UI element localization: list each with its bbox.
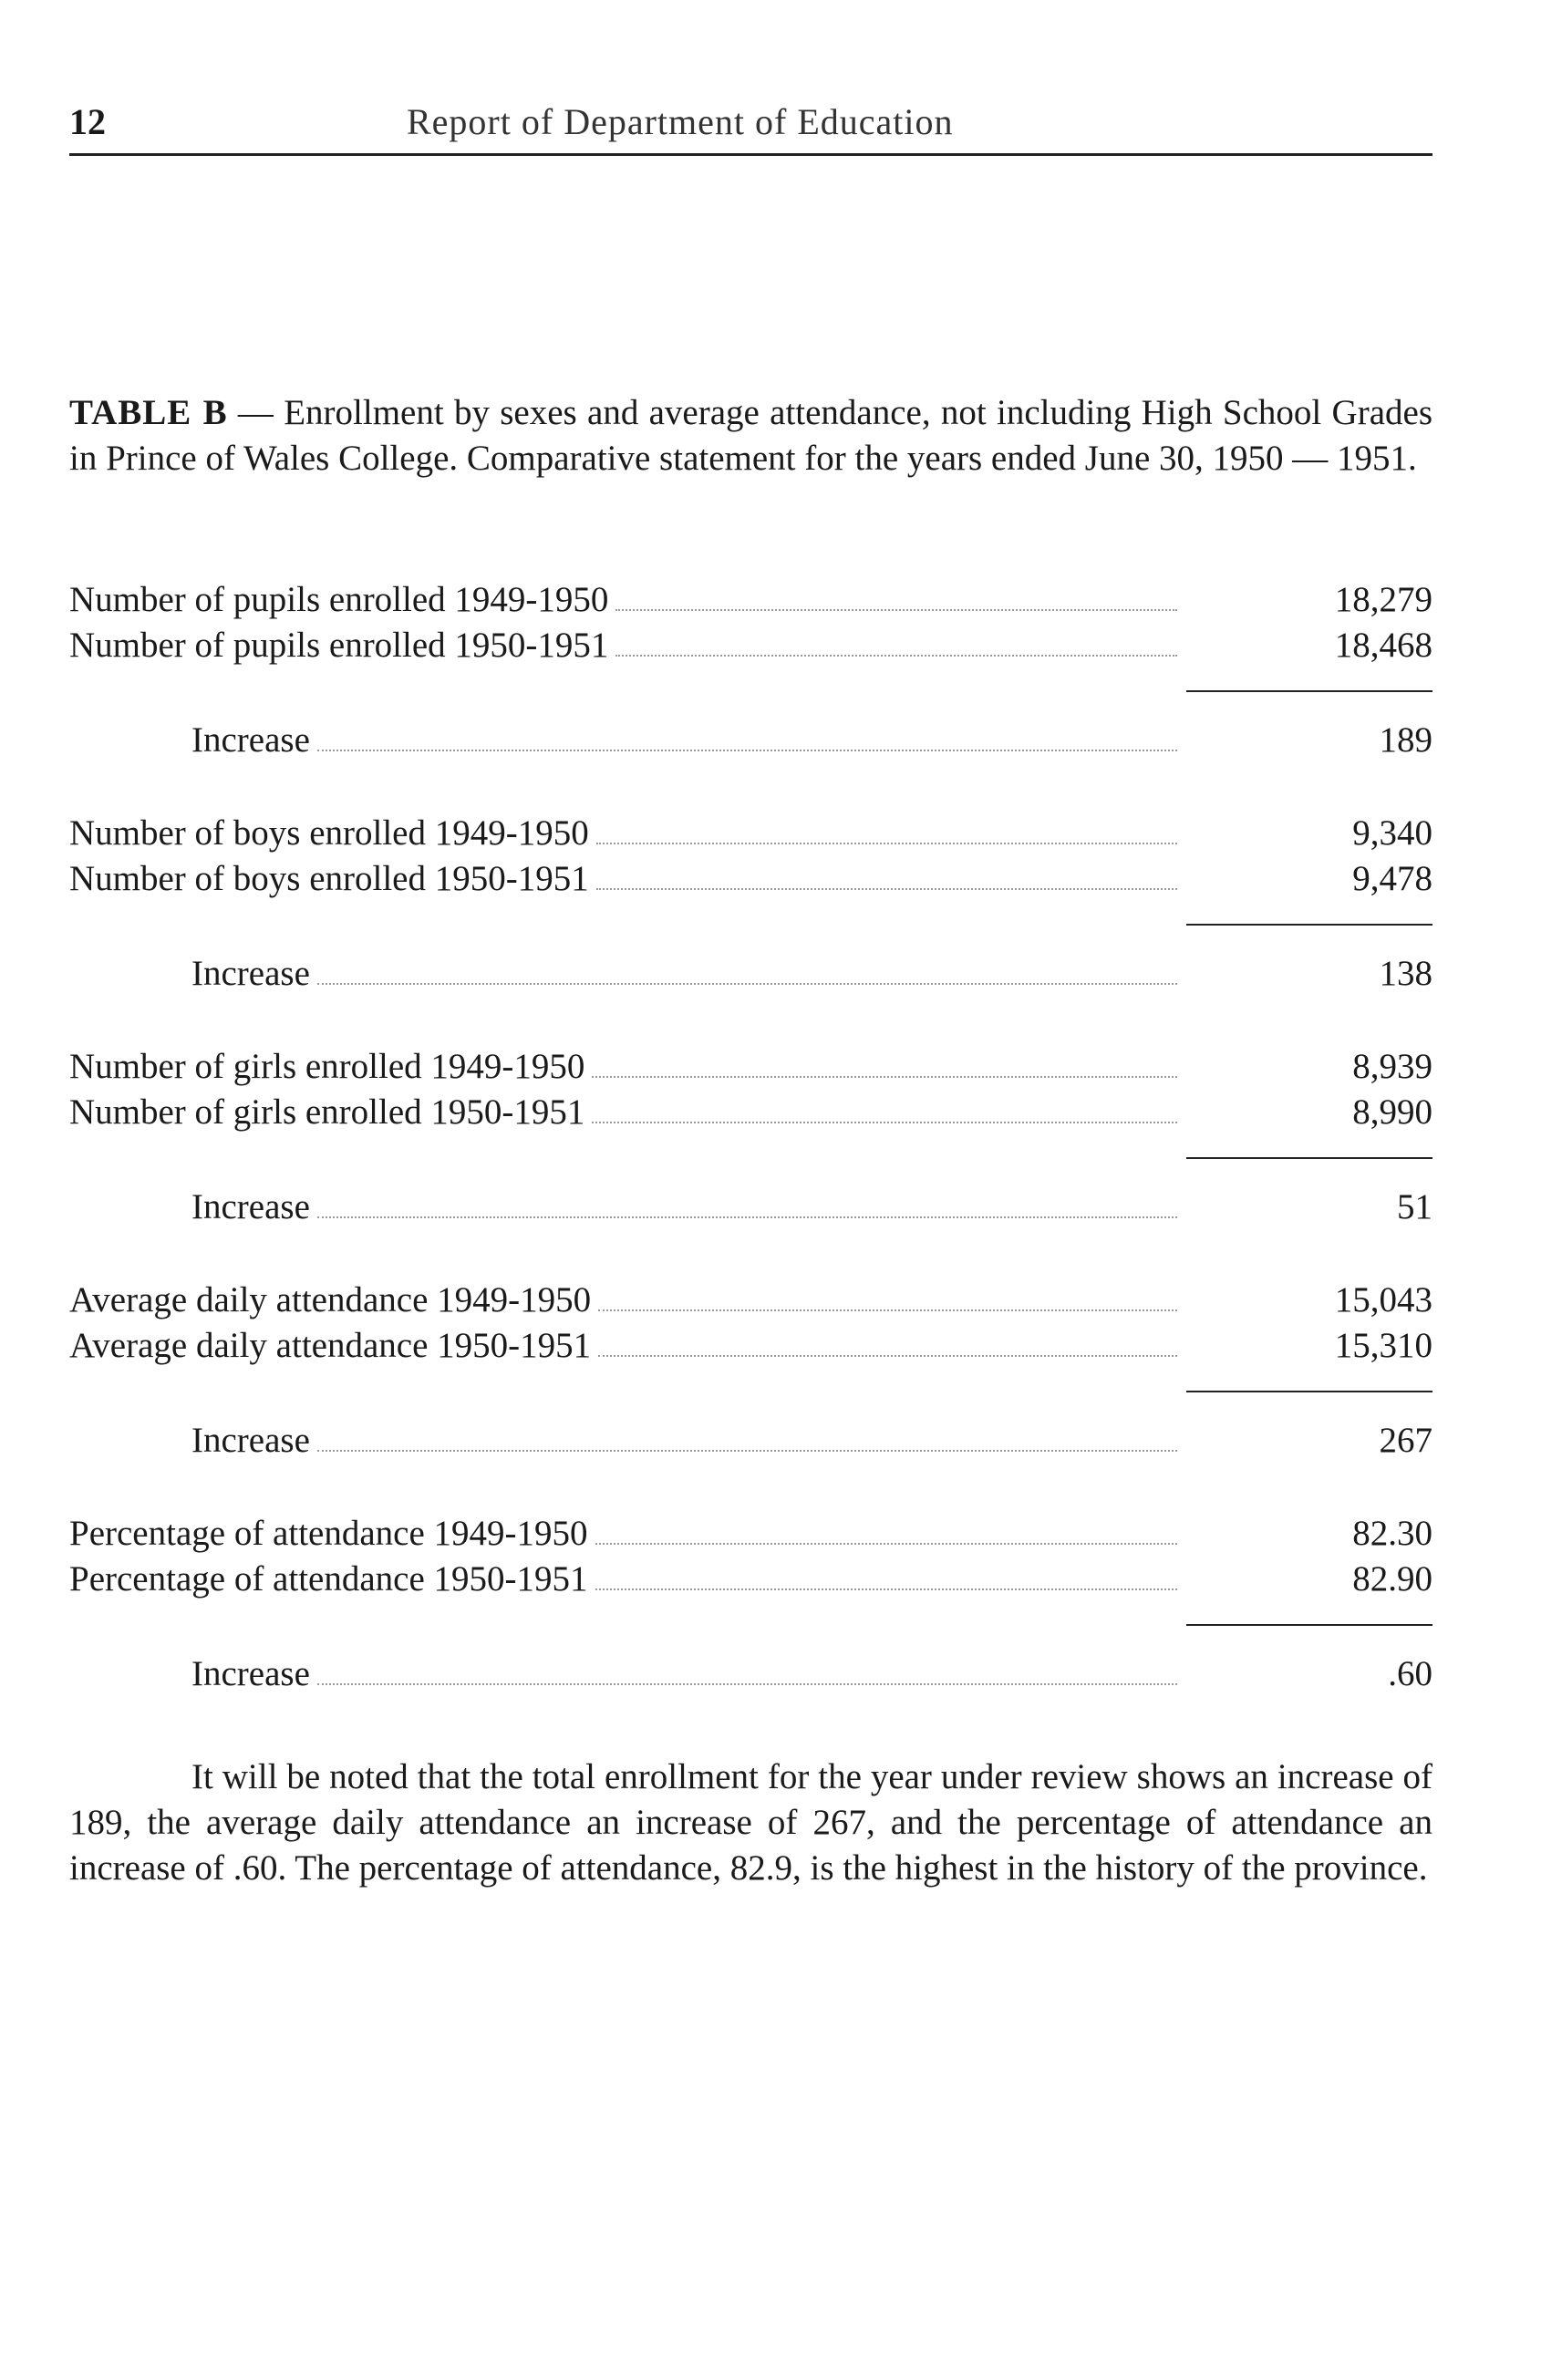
dot-leader xyxy=(615,654,1177,657)
dot-leader xyxy=(317,982,1177,985)
increase-value: 267 xyxy=(1379,1421,1432,1460)
dot-leader xyxy=(596,887,1177,890)
table-label: TABLE B xyxy=(69,393,228,432)
dot-leader xyxy=(595,1542,1177,1545)
row-value: 8,939 xyxy=(1352,1047,1432,1086)
table-caption xyxy=(69,390,1432,481)
statement-row xyxy=(69,577,1432,623)
row-label: Average daily attendance 1949-1950 xyxy=(69,1280,592,1319)
row-value: 9,340 xyxy=(1352,813,1432,853)
caption-text: Enrollment by sexes and average attendance, not including High School Grades in Prince of Wales College. Comparative statement for the years ended June 30, 1950 — 1951. xyxy=(69,393,1432,478)
statement-row xyxy=(69,1044,1432,1090)
page-number: 12 xyxy=(69,101,106,142)
sum-rule xyxy=(69,902,1432,929)
dot-leader xyxy=(598,1354,1177,1357)
row-value: 18,279 xyxy=(1334,580,1432,619)
statement-row xyxy=(69,1511,1432,1557)
statement-row xyxy=(69,856,1432,902)
header-rule xyxy=(69,153,1432,156)
dot-leader xyxy=(592,1121,1177,1123)
statement-row xyxy=(69,623,1432,668)
sum-rule xyxy=(69,668,1432,696)
caption-dash: — xyxy=(227,393,284,432)
statement-row xyxy=(69,1323,1432,1369)
dot-leader xyxy=(317,1216,1177,1218)
row-value: 82.90 xyxy=(1352,1559,1432,1599)
increase-label: Increase xyxy=(191,1654,310,1693)
dot-leader xyxy=(598,1309,1177,1311)
dot-leader xyxy=(595,1588,1177,1590)
increase-row xyxy=(69,1651,1432,1697)
dot-leader xyxy=(615,608,1177,611)
running-head: Report of Department of Education xyxy=(407,101,954,142)
page-header xyxy=(69,91,1432,164)
row-label: Number of girls enrolled 1949-1950 xyxy=(69,1047,585,1086)
percentage-group xyxy=(69,1511,1432,1697)
statement-row xyxy=(69,1278,1432,1323)
increase-row xyxy=(69,951,1432,997)
statement-row xyxy=(69,811,1432,856)
row-label: Percentage of attendance 1949-1950 xyxy=(69,1514,588,1553)
row-label: Number of pupils enrolled 1950-1951 xyxy=(69,626,609,665)
dot-leader xyxy=(317,1449,1177,1452)
increase-value: 189 xyxy=(1379,720,1432,760)
row-label: Percentage of attendance 1950-1951 xyxy=(69,1559,588,1599)
row-value: 15,043 xyxy=(1334,1280,1432,1319)
increase-row xyxy=(69,1185,1432,1230)
dot-leader xyxy=(317,749,1177,751)
dot-leader xyxy=(592,1075,1177,1078)
row-label: Average daily attendance 1950-1951 xyxy=(69,1326,592,1365)
increase-label: Increase xyxy=(191,1187,310,1226)
row-label: Number of boys enrolled 1949-1950 xyxy=(69,813,589,853)
sum-rule xyxy=(69,1602,1432,1630)
increase-row xyxy=(69,1418,1432,1464)
row-value: 9,478 xyxy=(1352,859,1432,898)
enrollment-statement xyxy=(69,577,1432,1744)
row-label: Number of pupils enrolled 1949-1950 xyxy=(69,580,609,619)
attendance-group xyxy=(69,1278,1432,1464)
row-value: 8,990 xyxy=(1352,1092,1432,1132)
sum-rule xyxy=(69,1135,1432,1163)
row-value: 15,310 xyxy=(1334,1326,1432,1365)
girls-group xyxy=(69,1044,1432,1230)
increase-label: Increase xyxy=(191,1421,310,1460)
increase-value: 138 xyxy=(1379,954,1432,993)
increase-row xyxy=(69,718,1432,763)
summary-paragraph: It will be noted that the total enrollment for the year under review shows an increase of 189, the average daily attendance an increase of 267, and the percentage of attendance an increase of .60. The percentage of attendance, 82.9, is the highest in the history of the province. xyxy=(69,1757,1432,1888)
row-value: 82.30 xyxy=(1352,1514,1432,1553)
sum-rule xyxy=(69,1369,1432,1396)
increase-value: 51 xyxy=(1397,1187,1432,1226)
row-label: Number of boys enrolled 1950-1951 xyxy=(69,859,589,898)
pupils-group xyxy=(69,577,1432,763)
increase-label: Increase xyxy=(191,720,310,760)
increase-value: .60 xyxy=(1388,1654,1432,1693)
boys-group xyxy=(69,811,1432,997)
dot-leader xyxy=(317,1682,1177,1685)
statement-row xyxy=(69,1090,1432,1135)
row-label: Number of girls enrolled 1950-1951 xyxy=(69,1092,585,1132)
statement-row xyxy=(69,1557,1432,1602)
increase-label: Increase xyxy=(191,954,310,993)
dot-leader xyxy=(596,842,1177,844)
row-value: 18,468 xyxy=(1334,626,1432,665)
